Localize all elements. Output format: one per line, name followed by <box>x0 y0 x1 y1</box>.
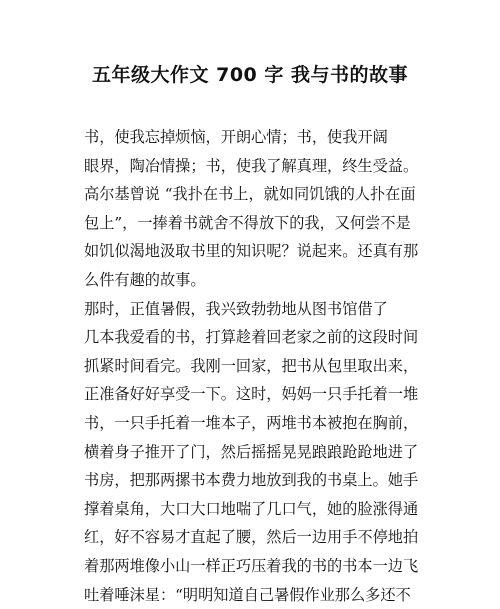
text-line: 几本我爱看的书，打算趁着回老家之前的这段时间 <box>84 323 424 352</box>
text-line: 如饥似渴地汲取书里的知识呢？说起来。还真有那 <box>84 237 424 266</box>
text-line: 撑着桌角，大口大口地喘了几口气，她的脸涨得通 <box>84 495 424 524</box>
text-line: 书，使我忘掉烦恼，开朗心情；书，使我开阔 <box>84 123 424 152</box>
text-line: 那时，正值暑假，我兴致勃勃地从图书馆借了 <box>84 295 424 324</box>
text-line: 横着身子推开了门，然后摇摇晃晃踉踉跄跄地进了 <box>84 438 424 467</box>
text-line: 么件有趣的故事。 <box>84 266 424 295</box>
text-line: 着那两堆像小山一样正巧压着我的书的书本一边飞 <box>84 552 424 581</box>
text-line: 包上”，一捧着书就舍不得放下的我，又何尝不是 <box>84 209 424 238</box>
document-body <box>84 123 424 609</box>
text-line: 高尔基曾说 “我扑在书上，就如同饥饿的人扑在面 <box>84 180 424 209</box>
text-line: 吐着唾沫星：“明明知道自己暑假作业那么多还不 <box>84 581 424 609</box>
document-title: 五年级大作文 700 字 我与书的故事 <box>0 62 500 88</box>
text-line: 书，一只手托着一堆本子，两堆书本被抱在胸前， <box>84 409 424 438</box>
text-line: 抓紧时间看完。我刚一回家，把书从包里取出来， <box>84 352 424 381</box>
text-line: 眼界，陶冶情操；书，使我了解真理，终生受益。 <box>84 152 424 181</box>
text-line: 书房，把那两摞书本费力地放到我的书桌上。她手 <box>84 466 424 495</box>
text-line: 正准备好好享受一下。这时，妈妈一只手托着一堆 <box>84 380 424 409</box>
text-line: 红，好不容易才直起了腰，然后一边用手不停地拍 <box>84 523 424 552</box>
